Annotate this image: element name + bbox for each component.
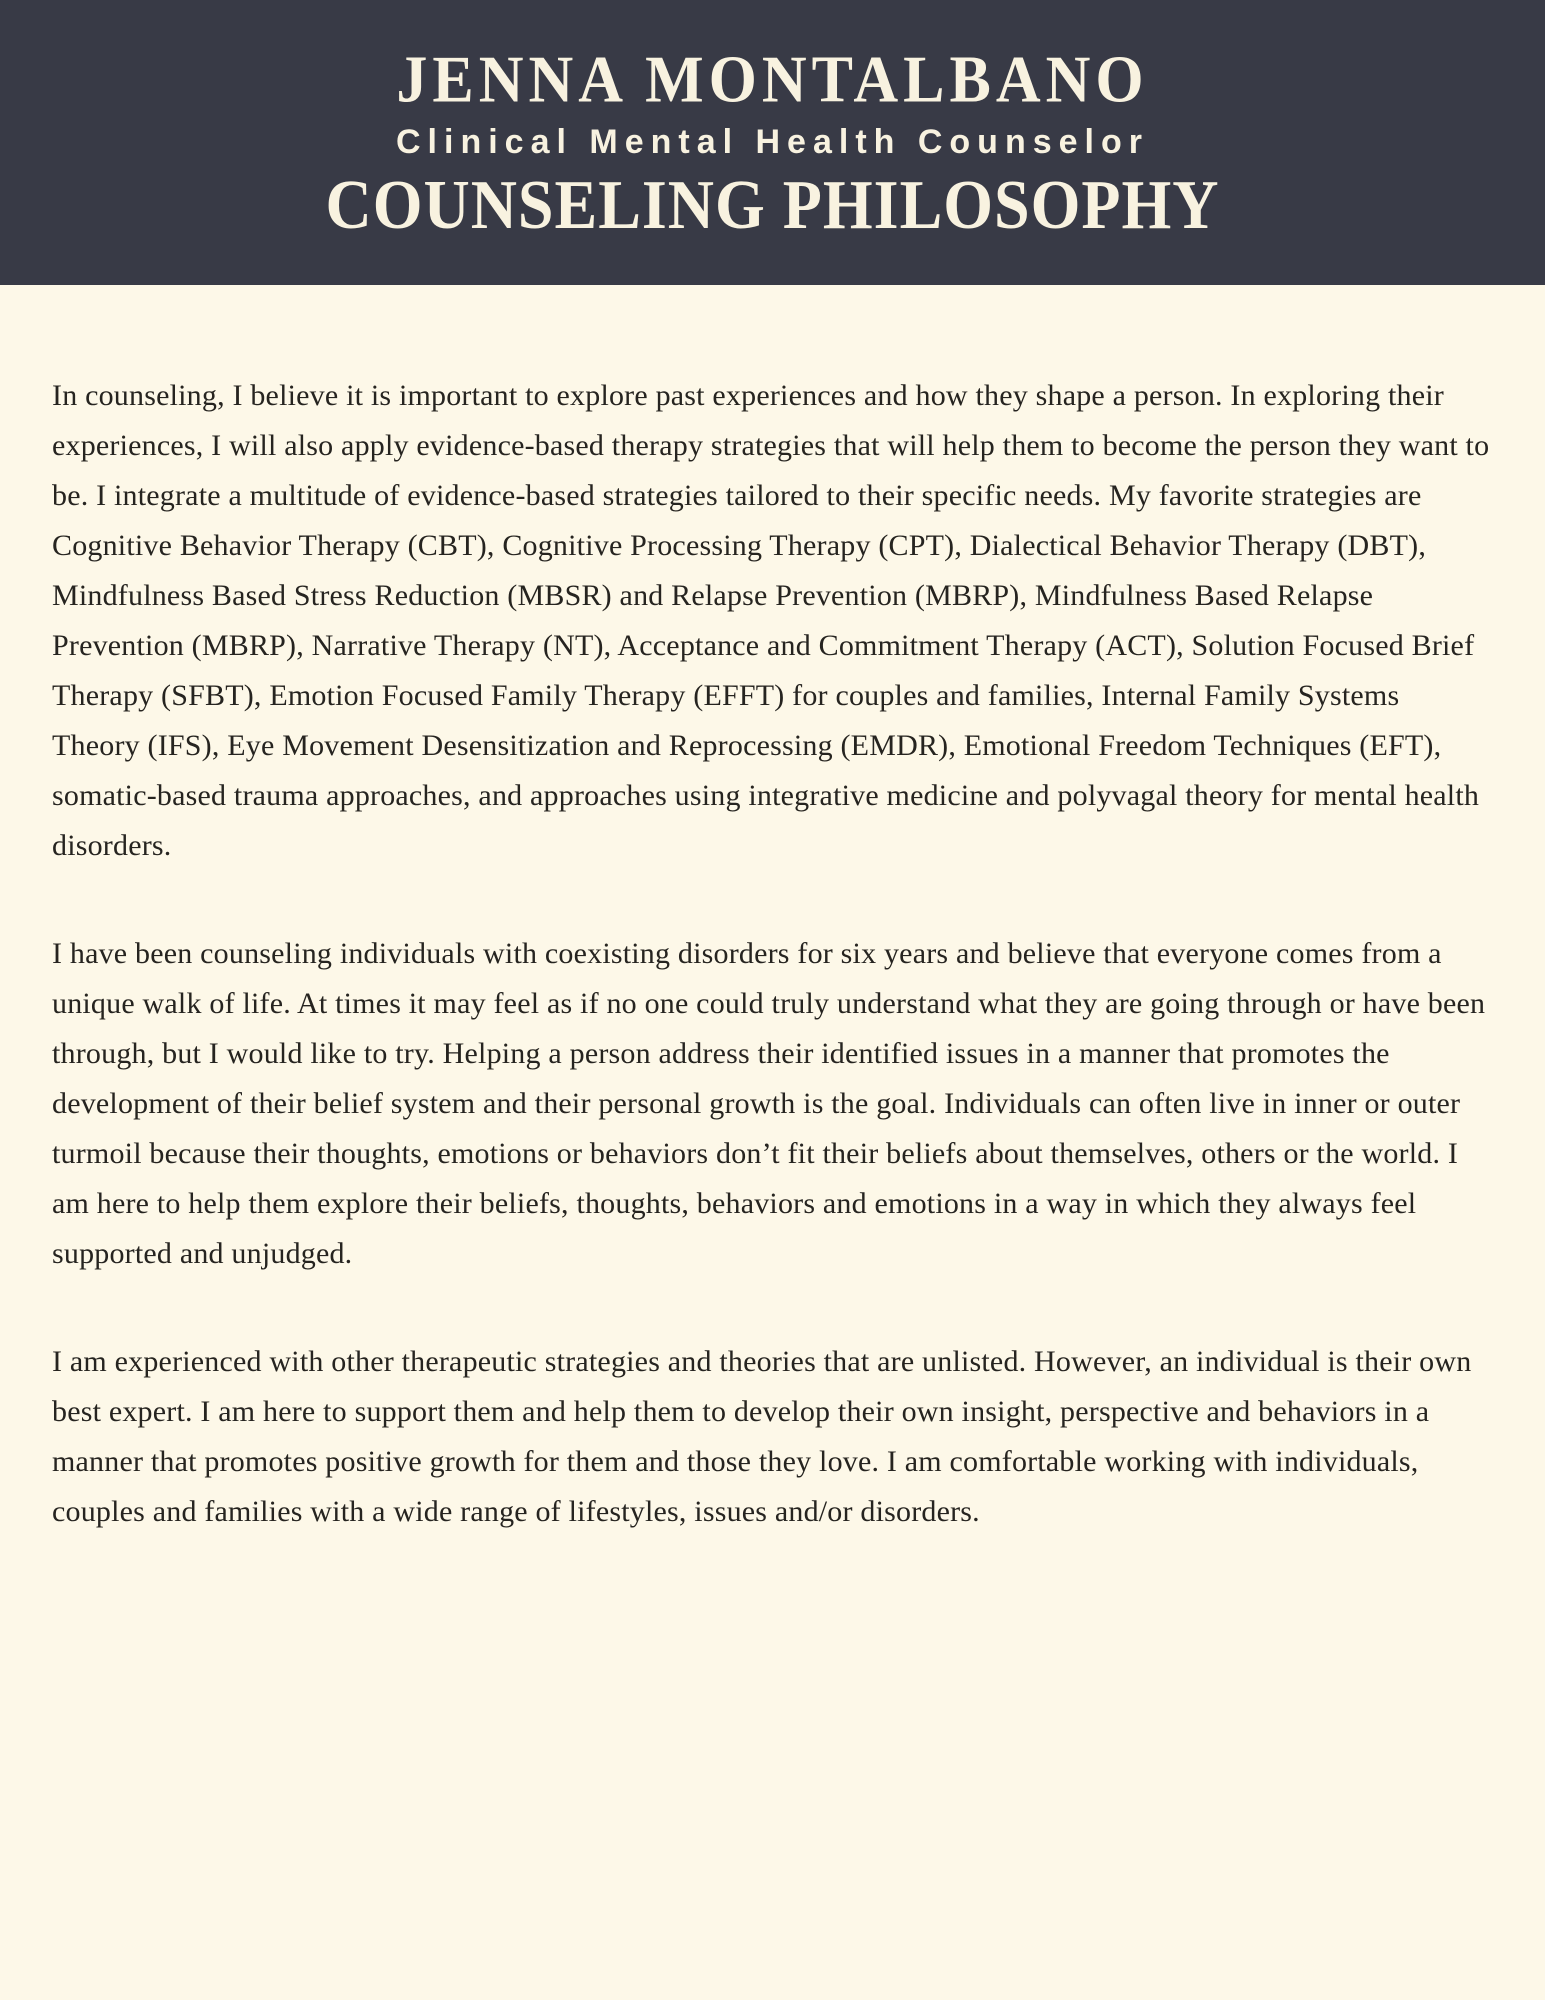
philosophy-paragraph-3: I am experienced with other therapeutic strategies and theories that are unlisted. However, an individual is their own best expert. I am here to support them and help them to develop their own insight, perspective and behaviors in a manner that promotes positive growth for them and those they love. I am comfortable working with individuals, couples and families with a wide range of lifestyles, issues and/or disorders. — [52, 1345, 1472, 1528]
philosophy-body — [0, 285, 1545, 1537]
philosophy-paragraph-1: In counseling, I believe it is important to explore past experiences and how they shape a person. In exploring their experiences, I will also apply evidence-based therapy strategies that will help them to become the person they want to be. I integrate a multitude of evidence-based strategies tailored to their specific needs. My favorite strategies are Cognitive Behavior Therapy (CBT), Cognitive Processing Therapy (CPT), Dialectical Behavior Therapy (DBT), Mindfulness Based Stress Reduction (MBSR) and Relapse Prevention (MBRP), Mindfulness Based Relapse Prevention (MBRP), Narrative Therapy (NT), Acceptance and Commitment Therapy (ACT), Solution Focused Brief Therapy (SFBT), Emotion Focused Family Therapy (EFFT) for couples and families, Internal Family Systems Theory (IFS), Eye Movement Desensitization and Reprocessing (EMDR), Emotional Freedom Techniques (EFT), somatic-based trauma approaches, and approaches using integrative medicine and polyvagal theory for mental health disorders. — [52, 379, 1490, 862]
counselor-name: JENNA MONTALBANO — [396, 42, 1149, 117]
counselor-role: Clinical Mental Health Counselor — [396, 122, 1149, 161]
philosophy-paragraph-2: I have been counseling individuals with coexisting disorders for six years and believe that everyone comes from a unique walk of life. At times it may feel as if no one could truly understand what they are going through or have been through, but I would like to try. Helping a person address their identified issues in a manner that promotes the development of their belief system and their personal growth is the goal. Individuals can often live in inner or outer turmoil because their thoughts, emotions or behaviors don’t fit their beliefs about themselves, others or the world. I am here to help them explore their beliefs, thoughts, behaviors and emotions in a way in which they always feel supported and unjudged. — [52, 937, 1486, 1270]
header-banner — [0, 0, 1545, 285]
document-title: COUNSELING PHILOSOPHY — [325, 164, 1220, 243]
